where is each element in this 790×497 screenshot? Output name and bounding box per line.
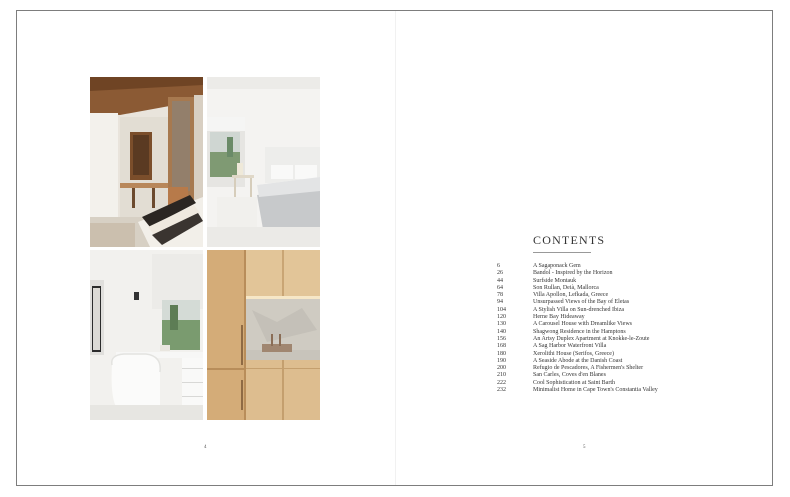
toc-page-number: 156 [497, 335, 506, 342]
toc-title: A Stylish Villa on Sun-drenched Ibiza [533, 306, 625, 313]
photo-wood-kitchen [207, 250, 320, 420]
toc-page-number: 168 [497, 343, 506, 350]
right-page-number: 5 [583, 445, 586, 450]
toc-entry [497, 351, 658, 358]
toc-entry [497, 321, 658, 328]
table-of-contents [497, 263, 658, 394]
toc-title: Cool Sophistication at Saint Barth [533, 379, 615, 386]
toc-title: A Carousel House with Dreamlike Views [533, 321, 633, 328]
toc-page-number: 232 [497, 387, 506, 394]
toc-title: Minimalist Home in Cape Town's Constantia Valley [533, 387, 658, 394]
toc-entry [497, 278, 658, 285]
toc-title: Refugio de Pescadores, A Fishermen's Shelter [533, 365, 644, 372]
toc-entry [497, 372, 658, 379]
toc-entry [497, 314, 658, 321]
toc-title: Surfside Montauk [533, 277, 577, 284]
toc-title: Unsurpassed Views of the Bay of Eletas [533, 299, 630, 306]
toc-entry [497, 299, 658, 306]
toc-page-number: 222 [497, 379, 506, 386]
title-underline [533, 252, 591, 253]
toc-page-number: 64 [497, 284, 503, 291]
toc-entry [497, 307, 658, 314]
toc-page-number: 6 [497, 263, 500, 269]
toc-page-number: 94 [497, 299, 503, 306]
toc-page-number: 104 [497, 306, 506, 313]
left-page-number: 4 [204, 445, 207, 450]
toc-title: A Seaside Abode at the Danish Coast [533, 357, 623, 364]
toc-title: A Sagaponack Gem [533, 263, 581, 269]
toc-title: Shagwong Residence in the Hamptons [533, 328, 626, 335]
toc-title: San Carles, Coves d'en Blanes [533, 372, 606, 379]
toc-entry [497, 329, 658, 336]
toc-entry [497, 263, 658, 270]
photo-white-desk-room [90, 250, 203, 420]
toc-page-number: 120 [497, 314, 506, 321]
toc-page-number: 140 [497, 328, 506, 335]
toc-page-number: 130 [497, 321, 506, 328]
toc-page-number: 44 [497, 277, 503, 284]
toc-page-number: 200 [497, 365, 506, 372]
toc-title: Son Rullan, Deià, Mallorca [533, 284, 599, 291]
photo-bedroom-wood-ceiling [90, 77, 203, 247]
page-gutter [395, 11, 396, 485]
contents-title: CONTENTS [533, 233, 606, 247]
photo-white-bedroom [207, 77, 320, 247]
toc-page-number: 190 [497, 357, 506, 364]
toc-title: Villa Apollon, Lefkada, Greece [533, 292, 609, 299]
toc-title: Herne Bay Hideaway [533, 314, 585, 321]
toc-page-number: 26 [497, 270, 503, 277]
toc-entry [497, 270, 658, 277]
toc-title: A Sag Harbor Waterfront Villa [533, 343, 607, 350]
toc-title: An Artsy Duplex Apartment at Knokke-le-Zoute [533, 335, 650, 342]
toc-page-number: 180 [497, 350, 506, 357]
toc-entry [497, 365, 658, 372]
toc-title: Bandol - Inspired by the Horizon [533, 270, 613, 277]
toc-entry [497, 380, 658, 387]
toc-entry [497, 387, 658, 394]
toc-title: Xerolithi House (Serifos, Greece) [533, 350, 614, 357]
toc-page-number: 78 [497, 292, 503, 299]
toc-page-number: 210 [497, 372, 506, 379]
toc-entry [497, 343, 658, 350]
